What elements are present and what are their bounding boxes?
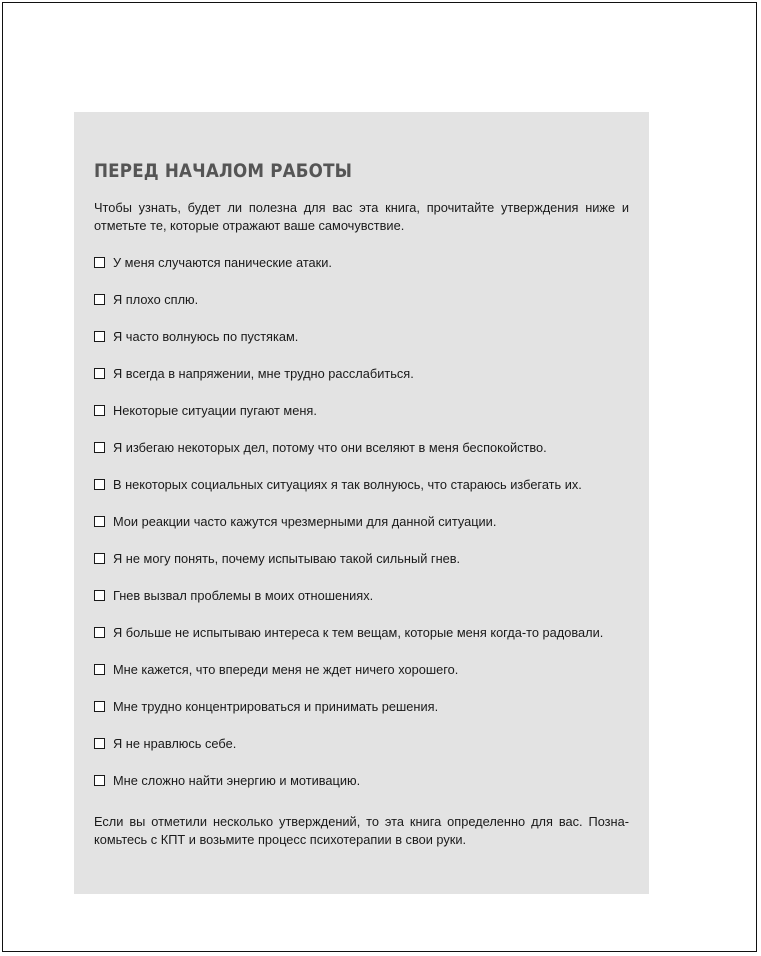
- checklist-item-label: Я всегда в напряжении, мне трудно расслабиться.: [113, 366, 414, 381]
- page-title: ПЕРЕД НАЧАЛОМ РАБОТЫ: [94, 160, 353, 182]
- checkbox[interactable]: [94, 331, 105, 342]
- checkbox[interactable]: [94, 294, 105, 305]
- checkbox[interactable]: [94, 479, 105, 490]
- checklist: [94, 244, 629, 799]
- checklist-item[interactable]: [94, 614, 629, 651]
- checklist-item-label: Некоторые ситуации пугают меня.: [113, 403, 317, 418]
- checklist-item[interactable]: [94, 318, 629, 355]
- checkbox[interactable]: [94, 590, 105, 601]
- checkbox[interactable]: [94, 553, 105, 564]
- checklist-item-label: Я больше не испытываю интереса к тем вещам, которые меня когда-то радовали.: [113, 625, 604, 640]
- checklist-item-label: Я не нравлюсь себе.: [113, 736, 237, 751]
- checklist-item[interactable]: [94, 688, 629, 725]
- checklist-item[interactable]: [94, 577, 629, 614]
- checklist-panel: [74, 112, 649, 894]
- checkbox[interactable]: [94, 664, 105, 675]
- checklist-item-label: Мне трудно концентрироваться и принимать решения.: [113, 699, 439, 714]
- checklist-item-label: Мои реакции часто кажутся чрезмерными для данной ситуации.: [113, 514, 497, 529]
- checklist-item-label: В некоторых социальных ситуациях я так волнуюсь, что стараюсь избегать их.: [113, 477, 582, 492]
- checkbox[interactable]: [94, 368, 105, 379]
- checklist-item-label: Я избегаю некоторых дел, потому что они вселяют в меня беспокойство.: [113, 440, 547, 455]
- checklist-item-label: Я часто волнуюсь по пустякам.: [113, 329, 299, 344]
- checkbox[interactable]: [94, 701, 105, 712]
- checklist-item[interactable]: [94, 355, 629, 392]
- checklist-item[interactable]: [94, 725, 629, 762]
- checklist-item-label: Я плохо сплю.: [113, 292, 199, 307]
- checkbox[interactable]: [94, 775, 105, 786]
- checklist-item-label: У меня случаются панические атаки.: [113, 255, 332, 270]
- checkbox[interactable]: [94, 738, 105, 749]
- checkbox[interactable]: [94, 442, 105, 453]
- checklist-item-label: Мне сложно найти энергию и мотивацию.: [113, 773, 361, 788]
- checklist-item[interactable]: [94, 503, 629, 540]
- intro-paragraph: Чтобы узнать, будет ли полезна для вас эта книга, прочитайте утверждения ниже и отметьте те, которые отражают ваше самочувствие.: [94, 200, 629, 233]
- checklist-item[interactable]: [94, 429, 629, 466]
- checklist-item[interactable]: [94, 392, 629, 429]
- checklist-item-label: Мне кажется, что впереди меня не ждет ничего хорошего.: [113, 662, 459, 677]
- checklist-item[interactable]: [94, 281, 629, 318]
- checklist-item[interactable]: [94, 762, 629, 799]
- checklist-item[interactable]: [94, 244, 629, 281]
- checklist-item[interactable]: [94, 540, 629, 577]
- checkbox[interactable]: [94, 405, 105, 416]
- checklist-item-label: Я не могу понять, почему испытываю такой сильный гнев.: [113, 551, 461, 566]
- checklist-item[interactable]: [94, 651, 629, 688]
- checkbox[interactable]: [94, 257, 105, 268]
- checkbox[interactable]: [94, 516, 105, 527]
- checkbox[interactable]: [94, 627, 105, 638]
- checklist-item[interactable]: [94, 466, 629, 503]
- outro-paragraph: Если вы отметили несколько утверждений, то эта книга определенно для вас. Позна-комьтесь с КПТ и возьмите процесс психотерапии в свои руки.: [94, 814, 629, 847]
- checklist-item-label: Гнев вызвал проблемы в моих отношениях.: [113, 588, 374, 603]
